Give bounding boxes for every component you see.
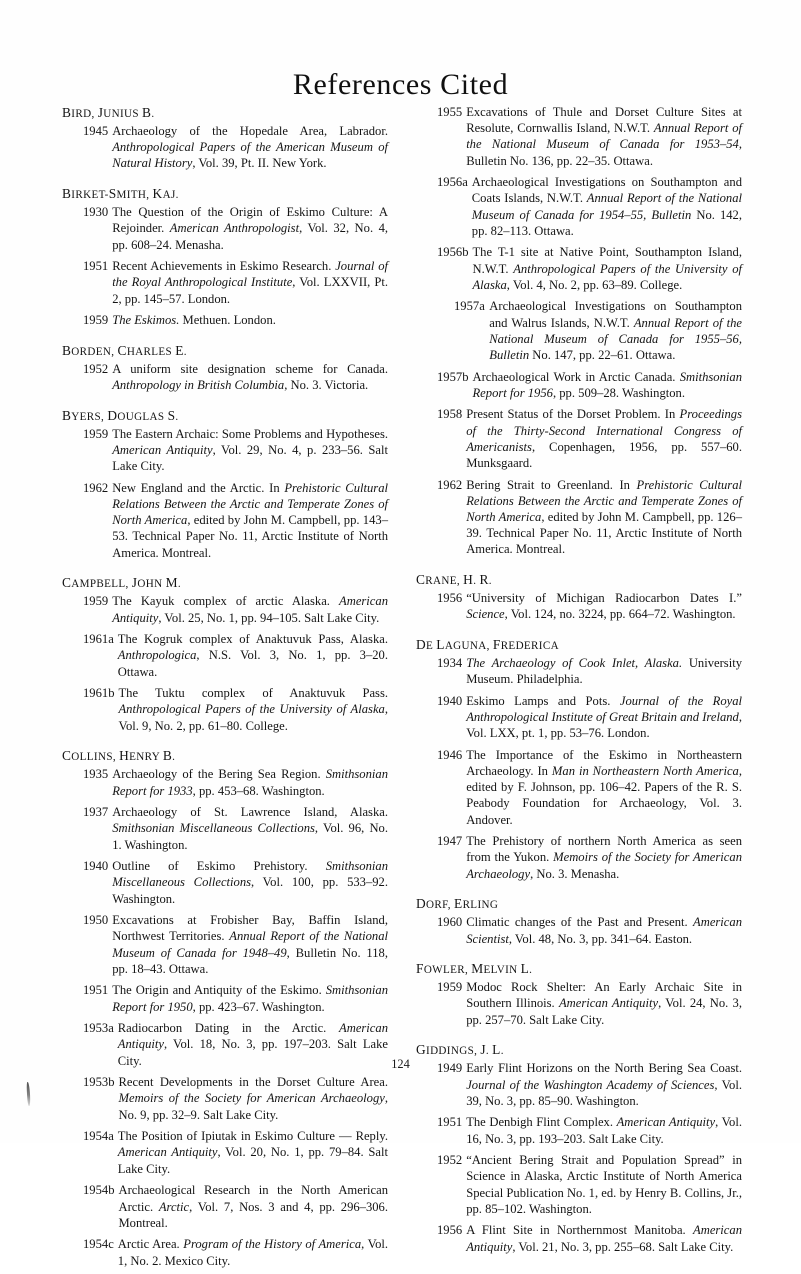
entry-citation <box>466 1222 742 1254</box>
citation-title-italic: Anthropologica <box>117 648 197 663</box>
citation-text: , Vol. 7, Nos. 3 and 4, pp. 296–306. Montreal. <box>118 1199 389 1230</box>
citation-text: , edited by John M. Campbell, pp. 143–53. Technical Paper No. 11, Arctic Institute of North America. Montreal. <box>112 513 388 560</box>
entry-year: 1953a <box>83 1021 114 1036</box>
entry-year: 1959 <box>83 426 109 441</box>
citation-title-italic: Memoirs of the Society for American Archaeology <box>466 850 742 881</box>
entry-citation <box>472 244 742 293</box>
citation-title-italic: Smithsonian Report for 1950 <box>112 983 388 1014</box>
citation-text: Excavations of Thule and Dorset Culture Sites at Resolute, Cornwallis Island, N.W.T. <box>466 105 742 136</box>
citation-text: , No. 9, pp. 32–9. Salt Lake City. <box>118 1091 388 1122</box>
reference-column <box>62 104 388 1274</box>
entry-citation <box>112 804 388 853</box>
entry-citation <box>112 982 388 1014</box>
citation-text: , Vol. 20, No. 1, pp. 79–84. Salt Lake City. <box>117 1145 388 1176</box>
entry-citation <box>466 979 742 1028</box>
citation-text: Archaeological Research in the North American Arctic. <box>118 1183 388 1214</box>
citation-text: Excavations at Frobisher Bay, Baffin Island, Northwest Territories. <box>112 913 388 944</box>
citation-text: , Bulletin No. 136, pp. 22–35. Ottawa. <box>466 137 742 168</box>
entry-year: 1951 <box>437 1115 463 1130</box>
entry-citation <box>472 369 742 401</box>
author-heading: GIDDINGS, J. L. <box>416 1042 504 1058</box>
entry-year: 1947 <box>437 834 463 849</box>
citation-text: Archaeological Investigations on Southampton and Walrus Islands, N.W.T. <box>489 299 742 330</box>
reference-entry <box>62 258 388 307</box>
citation-text: , pp. 509–28. Washington. <box>552 385 685 400</box>
reference-entry <box>62 1128 388 1177</box>
reference-entry <box>416 979 742 1028</box>
citation-title-italic: Smithsonian Report for 1933 <box>112 767 388 798</box>
citation-text: , Vol. 16, No. 3, pp. 193–203. Salt Lake City. <box>466 1115 742 1146</box>
citation-title-italic: Annual Report of the National Museum of Canada for 1955–56, Bulletin <box>489 315 742 362</box>
reference-entry <box>62 631 388 680</box>
reference-entry <box>62 426 388 475</box>
reference-columns <box>62 104 742 1274</box>
citation-text: , edited by F. Johnson, pp. 106–42. Papers of the R. S. Peabody Foundation for Archaeology, Vol. 3. Andover. <box>466 764 742 827</box>
entry-citation <box>112 123 388 172</box>
entry-citation <box>472 174 742 239</box>
entry-citation <box>466 1152 742 1217</box>
entry-citation <box>112 426 388 475</box>
citation-title-italic: Annual Report of the National Museum of Canada for 1953–54 <box>466 121 742 152</box>
citation-text: The Origin and Antiquity of the Eskimo. <box>112 983 326 998</box>
entry-year: 1951 <box>83 259 109 274</box>
citation-text: The Question of the Origin of Eskimo Culture: A Rejoinder. <box>112 205 388 236</box>
citation-title-italic: Prehistoric Cultural Relations Between the Arctic and Temperate Zones of North America <box>112 480 388 528</box>
citation-text: The Importance of the Eskimo in Northeastern Archaeology. In <box>466 747 742 779</box>
citation-text: The Kogruk complex of Anaktuvuk Pass, Alaska. <box>117 632 388 647</box>
citation-title-italic: American Antiquity <box>466 1223 742 1254</box>
author-heading: CAMPBELL, JOHN M. <box>62 575 181 591</box>
citation-text: Climatic changes of the Past and Present. <box>466 915 694 930</box>
entry-year: 1956b <box>437 245 469 260</box>
citation-title-italic: Arctic <box>158 1199 190 1214</box>
reference-entry <box>416 477 742 558</box>
citation-title-italic: American Antiquity <box>117 1145 218 1160</box>
reference-entry <box>416 655 742 687</box>
citation-text: Archaeology of St. Lawrence Island, Alaska. <box>112 805 388 820</box>
citation-text: The Eastern Archaic: Some Problems and Hypotheses. <box>112 426 388 441</box>
citation-title-italic: Anthropological Papers of the University of Alaska <box>118 702 385 717</box>
citation-text: , Vol. 48, No. 3, pp. 341–64. Easton. <box>508 931 693 946</box>
reference-entry <box>416 298 742 363</box>
reference-entry <box>416 747 742 828</box>
author-heading: FOWLER, MELVIN L. <box>416 961 533 977</box>
citation-title-italic: Program of the History of America <box>183 1237 362 1252</box>
entry-citation <box>118 685 388 734</box>
citation-text: A Flint Site in Northernmost Manitoba. <box>466 1223 694 1238</box>
entry-year: 1945 <box>83 124 109 139</box>
citation-text: New England and the Arctic. In <box>112 480 285 495</box>
reference-entry <box>62 912 388 977</box>
entry-year: 1958 <box>437 407 463 422</box>
citation-text: Recent Developments in the Dorset Culture Area. <box>118 1075 388 1090</box>
citation-text: The Position of Ipiutak in Eskimo Culture — Reply. <box>117 1129 388 1144</box>
entry-citation <box>118 1128 388 1177</box>
citation-title-italic: American Anthropologist <box>169 221 300 236</box>
citation-title-italic: Proceedings of the Thirty-Second International Congress of Americanists <box>466 407 742 454</box>
citation-text: , edited by John M. Campbell, pp. 126–39. Technical Paper No. 11, Arctic Institute of North America. Montreal. <box>466 509 742 557</box>
citation-text: , Vol. 39, Pt. II. New York. <box>192 156 327 171</box>
author-heading: CRANE, H. R. <box>416 571 492 587</box>
entry-year: 1954c <box>83 1237 114 1252</box>
citation-text: , Vol. LXXVII, Pt. 2, pp. 145–57. London. <box>112 275 389 306</box>
citation-title-italic: Journal of the Royal Anthropological Institute of Great Britain and Ireland <box>466 693 742 725</box>
author-heading: COLLINS, HENRY B. <box>62 748 176 764</box>
entry-year: 1934 <box>437 656 463 670</box>
entry-citation <box>466 693 742 742</box>
entry-citation <box>112 766 388 798</box>
author-heading: BIRD, JUNIUS B. <box>62 105 155 120</box>
entry-year: 1940 <box>437 693 463 708</box>
entry-citation <box>112 593 388 625</box>
citation-text: The Denbigh Flint Complex. <box>466 1115 617 1130</box>
entry-year: 1946 <box>437 747 463 762</box>
citation-text: Present Status of the Dorset Problem. In <box>466 407 680 422</box>
citation-text: Methuen. London. <box>179 313 276 328</box>
reference-column <box>416 104 742 1274</box>
page-title: References Cited <box>292 68 509 102</box>
reference-entry <box>62 766 388 798</box>
reference-entry <box>416 914 742 946</box>
citation-title-italic: American Scientist <box>466 915 742 946</box>
entry-year: 1955 <box>437 105 463 119</box>
citation-title-italic: Smithsonian Miscellaneous Collections <box>112 859 388 890</box>
author-heading: BIRKET-SMITH, KAJ. <box>62 186 179 202</box>
reference-entry <box>416 833 742 882</box>
citation-title-italic: American Antiquity <box>112 594 388 625</box>
entry-citation <box>112 204 388 253</box>
entry-citation <box>466 655 742 687</box>
citation-title-italic: Smithsonian Miscellaneous Collections <box>112 821 315 836</box>
citation-text: , Vol. 25, No. 1, pp. 94–105. Salt Lake City. <box>158 610 380 625</box>
reference-entry <box>416 104 742 169</box>
reference-entry <box>416 244 742 293</box>
author-heading: DORF, ERLING <box>416 896 499 912</box>
entry-year: 1949 <box>437 1061 463 1076</box>
reference-entry <box>62 982 388 1014</box>
citation-text: A uniform site designation scheme for Canada. <box>112 362 388 376</box>
citation-text: , Vol. LXX, pt. 1, pp. 53–76. London. <box>466 710 742 741</box>
entry-citation <box>112 361 388 393</box>
citation-title-italic: Man in Northeastern North America <box>551 764 739 779</box>
citation-text: Outline of Eskimo Prehistory. <box>112 859 326 874</box>
entry-year: 1961b <box>83 686 115 701</box>
entry-year: 1956a <box>437 175 468 190</box>
citation-text: University Museum. Philadelphia. <box>466 656 742 687</box>
reference-entry <box>416 1114 742 1146</box>
citation-text: , Vol. 32, No. 4, pp. 608–24. Menasha. <box>112 221 389 252</box>
citation-title-italic: The Eskimos. <box>112 313 180 328</box>
citation-title-italic: Science <box>466 607 505 622</box>
reference-entry <box>62 204 388 253</box>
citation-title-italic: Journal of the Royal Anthropological Institute <box>112 259 388 290</box>
citation-text: Eskimo Lamps and Pots. <box>466 693 620 708</box>
citation-text: Arctic Area. <box>117 1237 184 1252</box>
author-heading: BORDEN, CHARLES E. <box>62 342 187 358</box>
citation-title-italic: Anthropological Papers of the American Museum of Natural History <box>112 140 388 171</box>
citation-text: Modoc Rock Shelter: An Early Archaic Site in Southern Illinois. <box>466 980 742 1011</box>
citation-text: , N.S. Vol. 3, No. 1, pp. 3–20. Ottawa. <box>117 648 388 679</box>
entry-citation <box>112 258 388 307</box>
entry-year: 1956 <box>437 591 463 606</box>
citation-title-italic: American Antiquity <box>616 1115 716 1130</box>
citation-title-italic: Memoirs of the Society for American Archaeology <box>118 1091 385 1106</box>
citation-text: Archaeological Work in Arctic Canada. <box>472 369 680 384</box>
citation-text: , pp. 423–67. Washington. <box>192 999 325 1014</box>
entry-year: 1952 <box>437 1153 463 1168</box>
entry-year: 1957a <box>454 299 485 314</box>
page-number: 124 <box>391 1057 410 1071</box>
citation-text: , Vol. 21, No. 3, pp. 255–68. Salt Lake City. <box>512 1239 734 1254</box>
reference-entry <box>62 593 388 625</box>
entry-year: 1930 <box>83 205 109 220</box>
entry-year: 1959 <box>83 594 109 609</box>
reference-entry <box>62 1074 388 1123</box>
entry-citation <box>118 631 388 680</box>
citation-text: The Tuktu complex of Anaktuvuk Pass. <box>118 686 388 701</box>
entry-year: 1953b <box>83 1075 115 1090</box>
entry-year: 1957b <box>437 369 469 384</box>
reference-entry <box>416 1152 742 1217</box>
citation-title-italic: Anthropology in British Columbia <box>112 378 285 393</box>
citation-title-italic: Annual Report of the National Museum of Canada for 1954–55, Bulletin <box>471 191 742 222</box>
citation-text: The Prehistory of northern North America as seen from the Yukon. <box>466 834 742 865</box>
entry-year: 1937 <box>83 805 109 820</box>
citation-text: , Vol. 24, No. 3, pp. 257–70. Salt Lake City. <box>466 996 742 1027</box>
reference-entry <box>62 1182 388 1231</box>
entry-year: 1954b <box>83 1183 115 1198</box>
citation-title-italic: American Antiquity <box>112 443 213 458</box>
citation-text: Early Flint Horizons on the North Bering Sea Coast. <box>466 1061 742 1076</box>
entry-citation <box>466 747 742 828</box>
citation-text: Archaeological Investigations on Southampton and Coats Islands, N.W.T. <box>471 175 742 206</box>
entry-year: 1950 <box>83 913 109 928</box>
reference-entry <box>62 123 388 172</box>
citation-text: , Vol. 29, No. 4, p. 233–56. Salt Lake City. <box>112 443 388 474</box>
entry-citation <box>118 1074 388 1123</box>
citation-title-italic: Smithsonian Report for 1956 <box>472 369 742 400</box>
entry-citation <box>112 480 388 561</box>
citation-text: The T-1 site at Native Point, Southampton Island, N.W.T. <box>472 245 742 276</box>
reference-entry <box>62 480 388 561</box>
entry-year: 1962 <box>437 477 463 492</box>
reference-entry <box>62 858 388 907</box>
entry-year: 1961a <box>83 632 114 647</box>
citation-text: , Vol. 1, No. 2. Mexico City. <box>117 1237 389 1268</box>
entry-citation <box>466 590 742 622</box>
citation-text: , No. 3. Victoria. <box>284 378 369 393</box>
citation-text: , Vol. 4, No. 2, pp. 63–89. College. <box>506 277 683 292</box>
entry-year: 1954a <box>83 1129 114 1144</box>
entry-citation <box>118 1182 388 1231</box>
citation-title-italic: American Antiquity <box>558 996 659 1011</box>
citation-text: The Kayuk complex of arctic Alaska. <box>112 594 340 609</box>
entry-year: 1951 <box>83 983 109 998</box>
citation-text: “Ancient Bering Strait and Population Spread” in Science in Alaska, Arctic Institute of North America Special Publication No. 1, ed. by Henry B. Collins, Jr., pp. 85–102. Washington. <box>466 1153 742 1216</box>
reference-entry <box>62 312 388 328</box>
citation-text: Archaeology of the Hopedale Area, Labrador. <box>112 124 388 139</box>
citation-title-italic: Anthropological Papers of the University of Alaska <box>472 261 742 292</box>
citation-title-italic: Prehistoric Cultural Relations Between the Arctic and Temperate Zones of North America <box>466 477 742 524</box>
citation-text: , Copenhagen, 1956, pp. 557–60. Munksgaard. <box>466 439 742 470</box>
citation-text: No. 142, pp. 82–113. Ottawa. <box>471 207 742 238</box>
reference-entry <box>416 174 742 239</box>
citation-title-italic: Journal of the Washington Academy of Sciences <box>466 1077 715 1092</box>
entry-citation <box>118 1236 388 1268</box>
entry-citation <box>466 1114 742 1146</box>
entry-citation <box>112 858 388 907</box>
citation-text: Bering Strait to Greenland. In <box>466 477 637 492</box>
entry-year: 1959 <box>83 313 109 328</box>
entry-citation <box>466 104 742 169</box>
reference-entry <box>416 693 742 742</box>
reference-entry <box>416 1222 742 1254</box>
reference-entry <box>62 361 388 393</box>
citation-title-italic: American Antiquity <box>117 1021 388 1052</box>
entry-citation <box>466 406 742 471</box>
entry-citation <box>112 312 388 328</box>
citation-text: Recent Achievements in Eskimo Research. <box>112 259 336 274</box>
citation-text: Radiocarbon Dating in the Arctic. <box>117 1021 340 1036</box>
entry-year: 1962 <box>83 480 109 495</box>
citation-title-italic: The Archaeology of Cook Inlet, Alaska. <box>466 656 683 670</box>
reference-entry <box>62 685 388 734</box>
entry-citation <box>489 298 742 363</box>
entry-year: 1960 <box>437 915 463 930</box>
author-heading: DE LAGUNA, FREDERICA <box>416 636 559 652</box>
reference-entry <box>416 590 742 622</box>
entry-year: 1959 <box>437 980 463 995</box>
citation-text: Archaeology of the Bering Sea Region. <box>112 767 326 782</box>
citation-text: , Vol. 9, No. 2, pp. 61–80. College. <box>118 702 388 733</box>
reference-entry <box>416 369 742 401</box>
citation-text: No. 147, pp. 22–61. Ottawa. <box>529 347 676 362</box>
citation-text: , pp. 453–68. Washington. <box>192 783 325 798</box>
entry-citation <box>466 477 742 558</box>
entry-citation <box>112 912 388 977</box>
citation-text: “University of Michigan Radiocarbon Dates I.” <box>466 591 742 606</box>
citation-text: , Vol. 124, no. 3224, pp. 664–72. Washington. <box>504 607 736 622</box>
author-heading: BYERS, DOUGLAS S. <box>62 407 179 423</box>
entry-year: 1952 <box>83 362 109 376</box>
scan-artifact-mark <box>26 1082 30 1106</box>
citation-title-italic: Annual Report of the National Museum of Canada for 1948–49 <box>112 929 389 960</box>
entry-year: 1956 <box>437 1223 463 1238</box>
citation-text: , Vol. 18, No. 3, pp. 197–203. Salt Lake City. <box>117 1037 388 1068</box>
reference-entry <box>416 406 742 471</box>
reference-entry <box>62 804 388 853</box>
citation-text: , Vol. 100, pp. 533–92. Washington. <box>112 875 388 906</box>
entry-citation <box>466 833 742 882</box>
entry-year: 1940 <box>83 859 109 874</box>
citation-text: , Bulletin No. 118, pp. 18–43. Ottawa. <box>112 945 388 976</box>
entry-citation <box>466 914 742 946</box>
reference-entry <box>62 1236 388 1268</box>
citation-text: , No. 3. Menasha. <box>530 866 620 881</box>
citation-text: , Vol. 39, No. 3, pp. 85–90. Washington. <box>466 1077 742 1108</box>
entry-year: 1935 <box>83 767 109 782</box>
citation-text: , Vol. 96, No. 1. Washington. <box>112 821 388 852</box>
